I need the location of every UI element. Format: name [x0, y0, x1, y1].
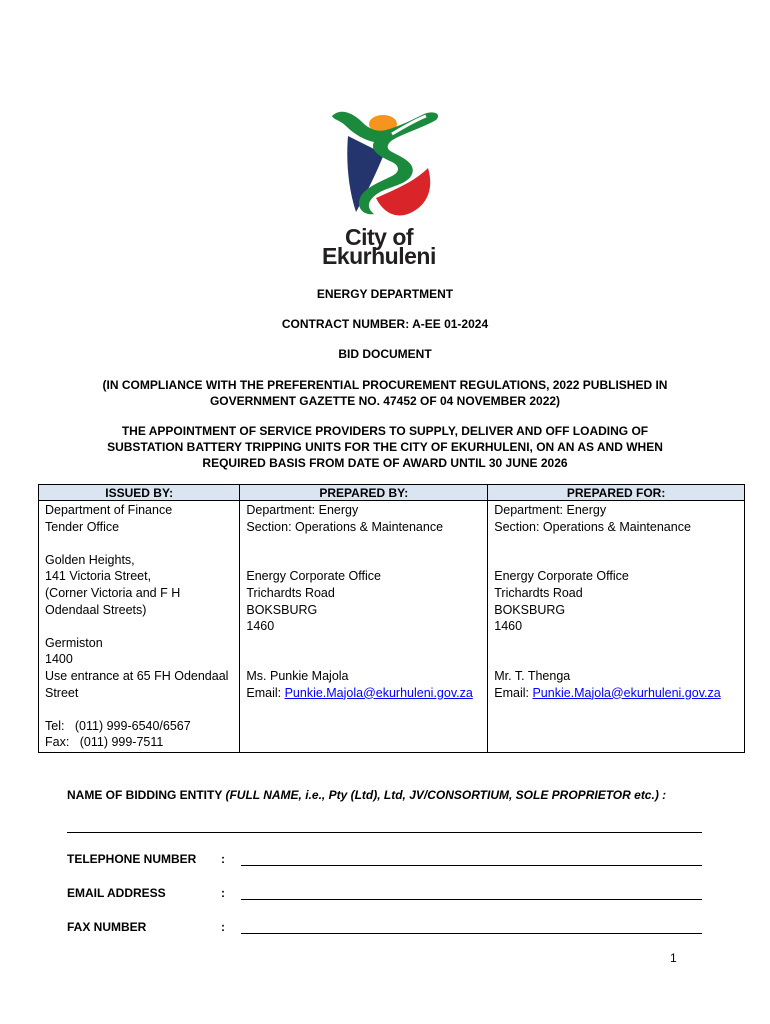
prepared-for-line: Energy Corporate Office [494, 569, 629, 584]
prepared-for-email-link[interactable]: Punkie.Majola@ekurhuleni.gov.za [532, 685, 721, 700]
bidding-entity-note: (FULL NAME, i.e., Pty (Ltd), Ltd, JV/CONSORTIUM, SOLE PROPRIETOR etc.) : [225, 788, 667, 802]
email-input-line[interactable] [241, 899, 702, 900]
title-line-2: SUBSTATION BATTERY TRIPPING UNITS FOR THE CITY OF EKURHULENI, ON AN AS AND WHEN [107, 440, 663, 454]
prepared-by-line: Energy Corporate Office [246, 569, 381, 584]
email-colon: : [221, 886, 225, 900]
issued-by-line: Street [45, 685, 79, 700]
prepared-by-line: Trichardts Road [246, 585, 335, 600]
bidding-entity-label [67, 788, 666, 802]
table-header-row [39, 485, 745, 501]
document-type: BID DOCUMENT [338, 347, 432, 361]
city-emblem-icon [304, 90, 466, 230]
prepared-for-line: Trichardts Road [494, 585, 583, 600]
table-body-row [39, 501, 745, 753]
issued-by-line: Department of Finance [45, 503, 173, 517]
issued-by-tel: Tel: (011) 999-6540/6567 [45, 718, 191, 733]
issued-by-line: Odendaal Streets) [45, 602, 147, 617]
logo-text-ekurhuleni: Ekurhuleni [322, 243, 436, 269]
department-heading: ENERGY DEPARTMENT [316, 287, 454, 301]
issuer-info-table [38, 484, 745, 753]
email-label: Email: [494, 685, 533, 700]
title-line-3: REQUIRED BASIS FROM DATE OF AWARD UNTIL 30 JUNE 2026 [202, 456, 568, 470]
prepared-by-contact: Ms. Punkie Majola [246, 668, 349, 683]
prepared-for-line: Department: Energy [494, 503, 607, 517]
bidding-entity-input-line[interactable] [67, 832, 702, 833]
email-label: Email: [246, 685, 285, 700]
prepared-for-line: BOKSBURG [494, 602, 566, 617]
prepared-for-contact: Mr. T. Thenga [494, 668, 571, 683]
prepared-for-cell [488, 501, 745, 753]
issued-by-line: Germiston [45, 635, 103, 650]
compliance-line-2: GOVERNMENT GAZETTE NO. 47452 OF 04 NOVEMBER 2022) [209, 394, 561, 408]
title-line-1: THE APPOINTMENT OF SERVICE PROVIDERS TO SUPPLY, DELIVER AND OFF LOADING OF [121, 424, 649, 438]
fax-colon: : [221, 920, 225, 934]
issued-by-line: Tender Office [45, 519, 120, 534]
compliance-line-1: (IN COMPLIANCE WITH THE PREFERENTIAL PROCUREMENT REGULATIONS, 2022 PUBLISHED IN [102, 378, 668, 392]
telephone-colon: : [221, 852, 225, 866]
header-issued-by: ISSUED BY: [39, 485, 240, 501]
issued-by-fax: Fax: (011) 999-7511 [45, 735, 164, 750]
prepared-for-line: Section: Operations & Maintenance [494, 519, 691, 534]
issued-by-cell [39, 501, 240, 753]
city-logo [304, 90, 466, 269]
fax-input-line[interactable] [241, 933, 702, 934]
prepared-by-line: Section: Operations & Maintenance [246, 519, 444, 534]
logo-text-city-of: City of [345, 224, 414, 250]
issued-by-line: 141 Victoria Street, [45, 569, 152, 584]
prepared-by-cell [240, 501, 488, 753]
issued-by-line: (Corner Victoria and F H [45, 585, 181, 600]
header-prepared-for: PREPARED FOR: [488, 485, 745, 501]
prepared-for-email-row [494, 685, 738, 702]
telephone-input-line[interactable] [241, 865, 702, 866]
header-prepared-by: PREPARED BY: [240, 485, 488, 501]
issued-by-line: 1400 [45, 652, 73, 667]
prepared-for-line: 1460 [494, 619, 523, 634]
prepared-by-email-row [246, 685, 481, 702]
email-address-label: EMAIL ADDRESS [67, 886, 166, 900]
prepared-by-line: 1460 [246, 619, 275, 634]
issued-by-line: Golden Heights, [45, 552, 135, 567]
bidding-entity-title: NAME OF BIDDING ENTITY [67, 788, 226, 802]
contract-number: CONTRACT NUMBER: A-EE 01-2024 [281, 317, 489, 331]
prepared-by-email-link[interactable]: Punkie.Majola@ekurhuleni.gov.za [284, 685, 473, 700]
issued-by-line: Use entrance at 65 FH Odendaal [45, 668, 229, 683]
telephone-label: TELEPHONE NUMBER [67, 852, 197, 866]
prepared-by-line: Department: Energy [246, 503, 359, 517]
fax-number-label: FAX NUMBER [67, 920, 147, 934]
prepared-by-line: BOKSBURG [246, 602, 318, 617]
page-number: 1 [670, 951, 677, 965]
